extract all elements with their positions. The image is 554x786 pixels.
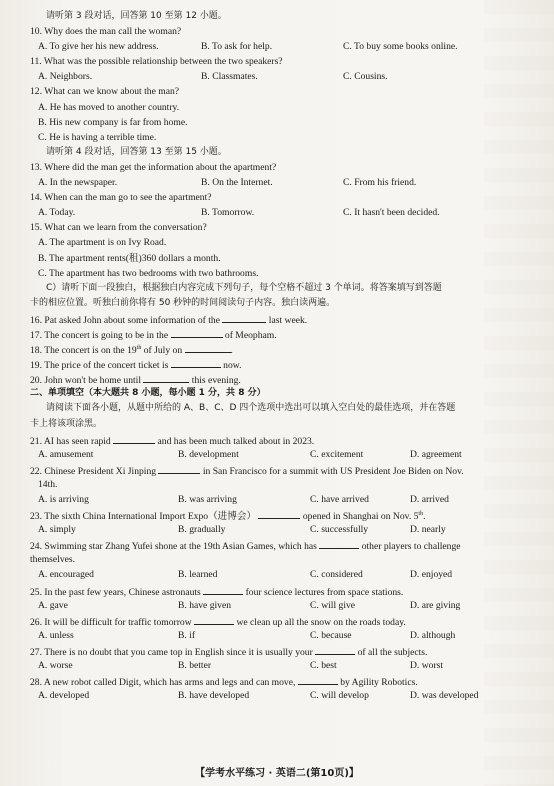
- option-b: B. have developed: [178, 690, 250, 702]
- part-c-instructions-cont: 卡的相应位置。听独白前你将有 50 秒钟的时间阅读句子内容。独白读两遍。: [30, 297, 336, 308]
- option-a: A. Neighbors.: [38, 71, 93, 83]
- option-a: A. worse: [38, 660, 73, 672]
- option-a: A. To give her his new address.: [38, 41, 159, 53]
- option-d: D. was developed: [410, 690, 479, 702]
- option-b: B. The apartment rents(租)360 dollars a month.: [38, 252, 221, 264]
- option-c: C. considered: [310, 569, 363, 581]
- option-c: C. best: [310, 660, 337, 672]
- page-footer: 【学考水平练习 · 英语二(第10页)】: [195, 768, 359, 779]
- part2-instructions: 请阅读下面各小题，从题中所给的 A、B、C、D 四个选项中选出可以填入空白处的最佳选项，并在答题: [46, 403, 456, 414]
- option-d: D. enjoyed: [410, 569, 453, 581]
- part2-title: 二、单项填空（本大题共 8 小题，每小题 1 分，共 8 分）: [30, 388, 266, 399]
- question-15: 15. What can we learn from the conversation?: [30, 222, 207, 234]
- option-b: B. gradually: [178, 524, 226, 536]
- mc-question-26: 26. It will be difficult for traffic tomorrow we clean up all the snow on the roads today.: [30, 613, 538, 628]
- exam-content: [30, 9, 538, 703]
- option-a: A. amusement: [38, 448, 94, 460]
- question-13: 13. Where did the man get the information about the apartment?: [30, 161, 277, 173]
- option-b: B. On the Internet.: [201, 177, 273, 189]
- question-10: 10. Why does the man call the woman?: [30, 26, 182, 38]
- fill-question-20: 20. John won't be home until this evening.: [30, 371, 538, 386]
- option-a: A. encouraged: [38, 569, 94, 581]
- options-13: [30, 175, 538, 190]
- option-a: A. The apartment is on Ivy Road.: [38, 237, 167, 249]
- answer-blank: [319, 537, 359, 549]
- options-27: [30, 658, 538, 673]
- option-c: C. It hasn't been decided.: [343, 207, 440, 219]
- option-a: A. gave: [38, 599, 68, 611]
- answer-blank: [171, 356, 221, 368]
- mc-question-25: 25. In the past few years, Chinese astronauts four science lectures from space stations.: [30, 583, 538, 598]
- answer-blank: [315, 643, 355, 655]
- option-b: B. To ask for help.: [201, 41, 273, 53]
- options-28: [30, 688, 538, 703]
- mc-question-28: 28. A new robot called Digit, which has arms and legs and can move, by Agility Robotics.: [30, 673, 538, 688]
- option-c: C. will give: [310, 599, 356, 611]
- options-14: [30, 205, 538, 220]
- question-14: 14. When can the man go to see the apartment?: [30, 192, 212, 204]
- option-d: D. although: [410, 629, 456, 641]
- option-a: A. Today.: [38, 207, 76, 219]
- fill-question-16: 16. Pat asked John about some information of the last week.: [30, 311, 538, 326]
- option-c: C. The apartment has two bedrooms with two bathrooms.: [38, 267, 259, 279]
- options-22: [30, 492, 538, 507]
- option-a: A. is arriving: [38, 494, 89, 505]
- fill-question-19: 19. The price of the concert ticket is now.: [30, 356, 538, 371]
- option-d: D. arrived: [410, 494, 449, 505]
- option-d: D. worst: [410, 660, 444, 672]
- option-c: C. He is having a terrible time.: [38, 131, 157, 143]
- mc-question-23: 23. The sixth China International Import Expo（进博会） opened in Shanghai on Nov. 5th.: [30, 507, 538, 522]
- option-b: B. if: [178, 629, 196, 641]
- mc-question-24: 24. Swimming star Zhang Yufei shone at the 19th Asian Games, which has other players to challenge: [30, 537, 538, 552]
- mc-question-27: 27. There is no doubt that you came top in English since it is usually your of all the subjects.: [30, 643, 538, 658]
- option-b: B. Tomorrow.: [201, 207, 255, 219]
- part-c-instructions: C）请听下面一段独白，根据独白内容完成下列句子，每个空格不超过 3 个单词。将答案填写到答题: [46, 282, 442, 293]
- fill-question-17: 17. The concert is going to be in the of Meopham.: [30, 326, 538, 341]
- option-b: B. development: [178, 448, 239, 460]
- option-a: A. developed: [38, 690, 90, 702]
- option-b: B. was arriving: [178, 494, 237, 505]
- option-c: C. successfully: [310, 524, 369, 536]
- option-c: C. To buy some books online.: [343, 41, 458, 53]
- option-d: D. are giving: [410, 599, 461, 611]
- answer-blank: [298, 673, 338, 685]
- part2-instructions-cont: 卡上将该项涂黑。: [30, 418, 103, 429]
- section3-intro: 请听第 3 段对话，回答第 10 至第 12 小题。: [46, 11, 227, 21]
- options-26: [30, 628, 538, 643]
- mc-question-21: 21. AI has seen rapid and has been much talked about in 2023.: [30, 432, 538, 447]
- answer-blank: [185, 341, 231, 353]
- option-a: A. He has moved to another country.: [38, 101, 180, 113]
- answer-blank: [222, 311, 266, 323]
- mc-question-22: 22. Chinese President Xi Jinping in San Francisco for a summit with US President Joe Biden on Nov.: [30, 462, 538, 477]
- option-c: C. From his friend.: [343, 177, 417, 189]
- options-25: [30, 598, 538, 613]
- option-a: A. simply: [38, 524, 76, 536]
- option-a: A. In the newspaper.: [38, 177, 118, 189]
- option-b: B. have given: [178, 599, 232, 611]
- answer-blank: [158, 462, 200, 474]
- option-c: C. Cousins.: [343, 71, 388, 83]
- question-11: 11. What was the possible relationship between the two speakers?: [30, 56, 283, 68]
- option-d: D. agreement: [410, 448, 462, 460]
- option-c: C. excitement: [310, 448, 364, 460]
- options-11: [30, 69, 538, 84]
- mc-question-22-cont: 14th.: [38, 478, 58, 490]
- mc-question-24-cont: themselves.: [30, 554, 76, 566]
- answer-blank: [113, 432, 155, 444]
- option-c: C. will develop: [310, 690, 369, 702]
- fill-question-18: 18. The concert is on the 19th of July on .: [30, 341, 538, 356]
- option-c: C. because: [310, 629, 352, 641]
- section4-intro: 请听第 4 段对话，回答第 13 至第 15 小题。: [46, 146, 227, 157]
- option-d: D. nearly: [410, 524, 446, 536]
- answer-blank: [194, 613, 234, 625]
- option-a: A. unless: [38, 629, 74, 641]
- answer-blank: [258, 507, 300, 519]
- option-b: B. learned: [178, 569, 218, 581]
- options-21: [30, 447, 538, 462]
- question-12: 12. What can we know about the man?: [30, 86, 180, 98]
- option-b: B. His new company is far from home.: [38, 116, 188, 128]
- options-24: [30, 567, 538, 582]
- option-c: C. have arrived: [310, 494, 369, 505]
- options-23: [30, 522, 538, 537]
- options-10: [30, 39, 538, 54]
- option-b: B. better: [178, 660, 212, 672]
- option-b: B. Classmates.: [201, 71, 258, 83]
- answer-blank: [203, 583, 243, 595]
- answer-blank: [143, 371, 189, 383]
- answer-blank: [171, 326, 223, 338]
